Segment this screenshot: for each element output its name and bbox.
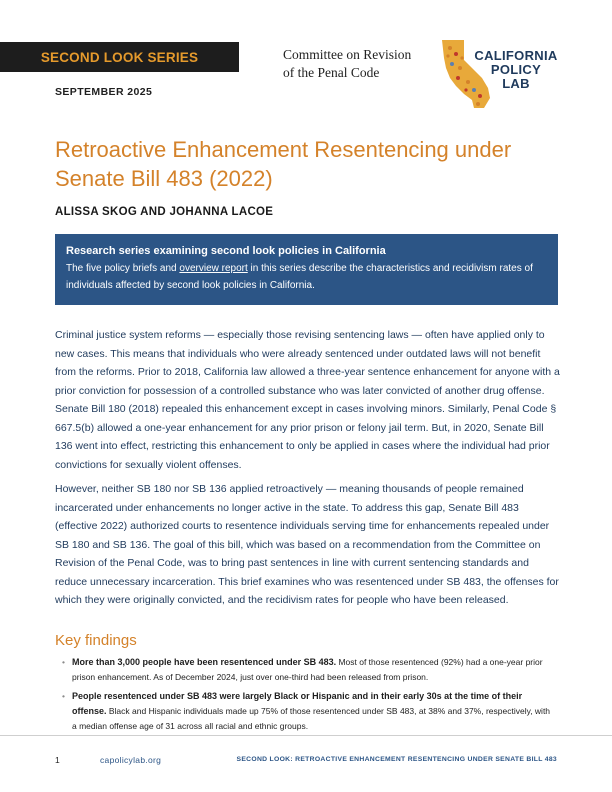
title-line-1: Retroactive Enhancement Resentencing under	[55, 137, 512, 162]
committee-line-1: Committee on Revision	[283, 47, 412, 62]
research-series-callout	[55, 234, 558, 305]
footer-divider	[0, 735, 612, 736]
key-finding-text: Most of those resentenced (92%) had a one-year prior prison enhancement. As of December 2024, just over one-third had been released from prison.	[72, 657, 543, 682]
key-finding-item	[62, 655, 556, 685]
intro-paragraph-1: Criminal justice system reforms — especially those revising sentencing laws — often have applied only to new cases. This means that individuals who were already sentenced under outdated laws will not benefit from the reforms. Prior to 2018, California law allowed a three-year sentence enhancement for anyone with a prior conviction for possession of a controlled substance who was later convicted of another drug offense. Senate Bill 180 (2018) repealed this enhancement except in cases involving minors. Similarly, Penal Code § 667.5(b) allowed a one-year enhancement for any prior prison or felony jail term. But, in 2020, Senate Bill 136 went into effect, restricting this enhancement to only be applied in cases where the individual had prior convictions for sexually violent offenses.	[55, 329, 560, 471]
callout-text-after: in this series describe the characteristics and recidivism rates of individuals affected by second look policies in California.	[66, 263, 533, 291]
key-findings-list	[62, 655, 556, 738]
logo-line-1: CALIFORNIA	[474, 48, 558, 63]
overview-report-link[interactable]: overview report	[179, 263, 248, 274]
page-title	[55, 135, 555, 193]
running-title: SECOND LOOK: RETROACTIVE ENHANCEMENT RESENTENCING UNDER SENATE BILL 483	[236, 756, 557, 763]
series-label: SECOND LOOK SERIES	[40, 49, 199, 65]
committee-name	[283, 46, 433, 82]
committee-line-2: of the Penal Code	[283, 65, 380, 80]
california-policy-lab-logo	[438, 38, 568, 110]
key-finding-item	[62, 689, 556, 734]
publication-date: SEPTEMBER 2025	[55, 86, 153, 98]
callout-title: Research series examining second look policies in California	[66, 245, 386, 257]
bullet-icon: •	[62, 691, 65, 701]
logo-line-3: LAB	[502, 76, 530, 91]
callout-text-before: The five policy briefs and	[66, 263, 180, 274]
authors: ALISSA SKOG AND JOHANNA LACOE	[55, 206, 274, 218]
key-finding-text: Black and Hispanic individuals made up 75% of those resentenced under SB 483, at 38% and 37%, respectively, with a median offense age of 31 across all racial and ethnic groups.	[72, 706, 551, 731]
key-finding-bold: People resentenced under SB 483 were largely Black or Hispanic and in their early 30s at the time of their offense.	[72, 691, 523, 716]
key-finding-bold: More than 3,000 people have been resentenced under SB 483.	[72, 657, 337, 667]
logo-wordmark	[468, 49, 564, 91]
logo-line-2: POLICY	[490, 62, 542, 77]
key-findings-heading: Key findings	[55, 632, 137, 649]
intro-paragraph-2: However, neither SB 180 nor SB 136 applied retroactively — meaning thousands of people remained incarcerated under enhancements no longer active in the state. To address this gap, Senate Bill 483 (effective 2022) authorized courts to resentence individuals serving time for enhancements repealed under SB 180 and SB 136. The goal of this bill, which was based on a recommendation from the Committee on Revision of the Penal Code, was to bring past sentences in line with current sentencing standards and reduce unnecessary incarceration. This brief examines who was resentenced under SB 483, the offenses for which they were originally convicted, and the recidivism rates for people who have been released.	[55, 483, 559, 606]
footer-website-link[interactable]: capolicylab.org	[100, 755, 162, 765]
bullet-icon: •	[62, 657, 65, 667]
page-number: 1	[55, 755, 60, 765]
callout-body	[66, 261, 547, 294]
series-banner	[0, 42, 239, 72]
title-line-2: Senate Bill 483 (2022)	[55, 166, 273, 191]
